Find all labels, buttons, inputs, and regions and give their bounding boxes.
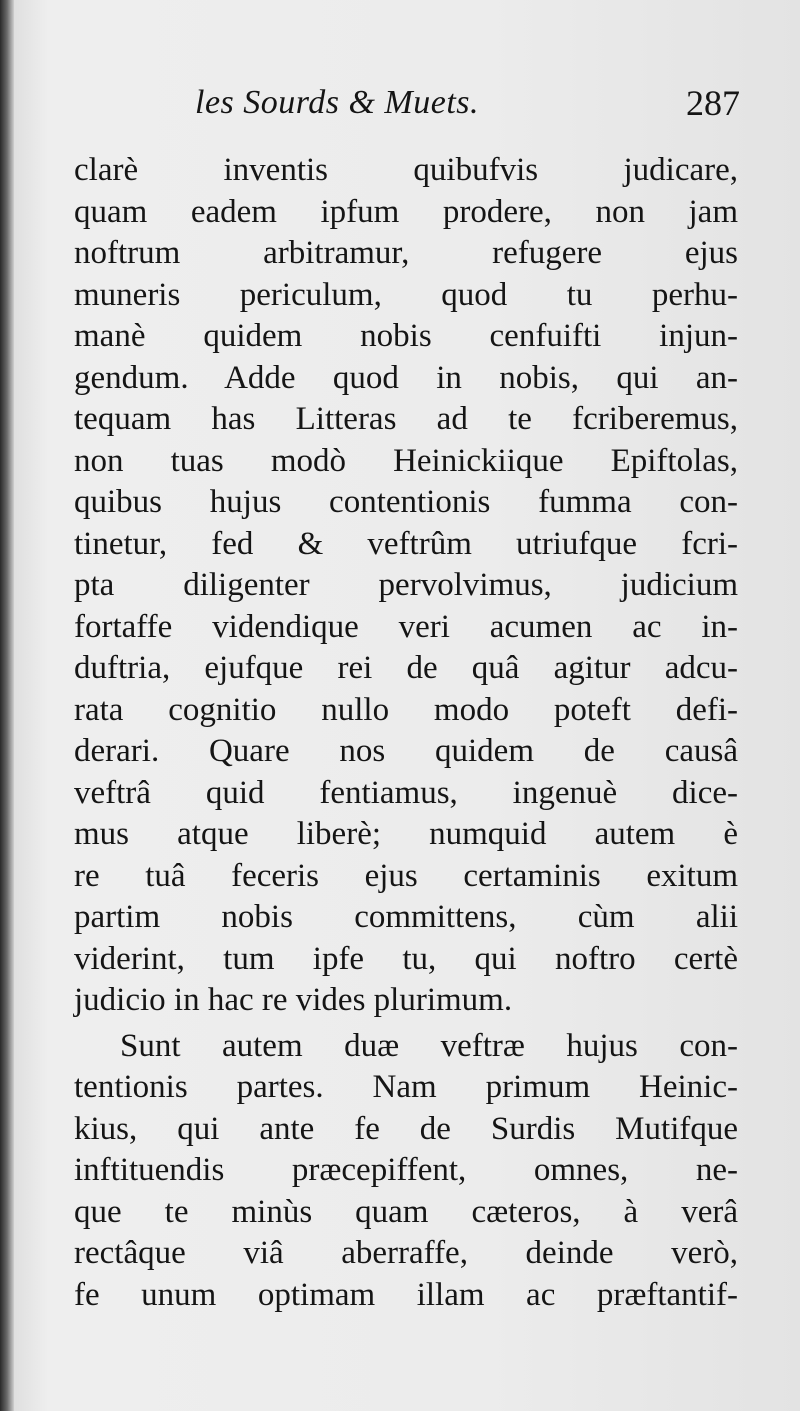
- text-line: veftrâ quid fentiamus, ingenuè dice-: [74, 774, 738, 811]
- text-line: derari. Quare nos quidem de causâ: [74, 733, 738, 769]
- text-line: tentionis partes. Nam primum Heinic-: [74, 1069, 738, 1105]
- text-line: mus atque liberè; numquid autem è: [74, 816, 738, 852]
- text-line: tequam has Litteras ad te fcriberemus,: [74, 401, 738, 437]
- text-line: inftituendis præcepiffent, omnes, ne-: [74, 1152, 738, 1188]
- text-line: fortaffe videndique veri acumen ac in-: [74, 608, 738, 645]
- text-line: manè quidem nobis cenfuifti injun-: [74, 318, 738, 354]
- page-number: 287: [686, 83, 740, 123]
- text-line: viderint, tum ipfe tu, qui noftro certè: [74, 940, 738, 977]
- text-line: partim nobis committens, cùm alii: [74, 899, 738, 935]
- text-line: clarè inventis quibufvis judicare,: [74, 152, 738, 188]
- page-header: [195, 78, 740, 128]
- text-line: kius, qui ante fe de Surdis Mutifque: [74, 1110, 738, 1147]
- text-line: judicio in hac re vides plurimum.: [74, 982, 513, 1018]
- body-text: [74, 150, 738, 1316]
- text-line: rata cognitio nullo modo poteft defi-: [74, 691, 738, 728]
- text-line: quam eadem ipfum prodere, non jam: [74, 193, 738, 230]
- text-line: fe unum optimam illam ac præftantif-: [74, 1276, 738, 1313]
- text-line: muneris periculum, quod tu perhu-: [74, 276, 738, 313]
- text-line: re tuâ feceris ejus certaminis exitum: [74, 857, 738, 894]
- text-line: gendum. Adde quod in nobis, qui an-: [74, 359, 738, 396]
- book-spine-edge: [0, 0, 14, 1411]
- text-line: Sunt autem duæ veftræ hujus con-: [120, 1027, 738, 1064]
- text-line: que te minùs quam cæteros, à verâ: [74, 1193, 738, 1230]
- running-title: les Sourds & Muets.: [195, 84, 480, 121]
- text-line: pta diligenter pervolvimus, judicium: [74, 567, 738, 603]
- text-line: duftria, ejufque rei de quâ agitur adcu-: [74, 650, 738, 686]
- paragraph-1: [74, 150, 738, 1022]
- text-line: non tuas modò Heinickiique Epiftolas,: [74, 442, 738, 479]
- paragraph-2: [74, 1026, 738, 1317]
- text-line: tinetur, fed & veftrûm utriufque fcri-: [74, 525, 738, 562]
- text-line: noftrum arbitramur, refugere ejus: [74, 235, 738, 271]
- text-line: quibus hujus contentionis fumma con-: [74, 484, 738, 520]
- text-line: rectâque viâ aberraffe, deinde verò,: [74, 1235, 738, 1271]
